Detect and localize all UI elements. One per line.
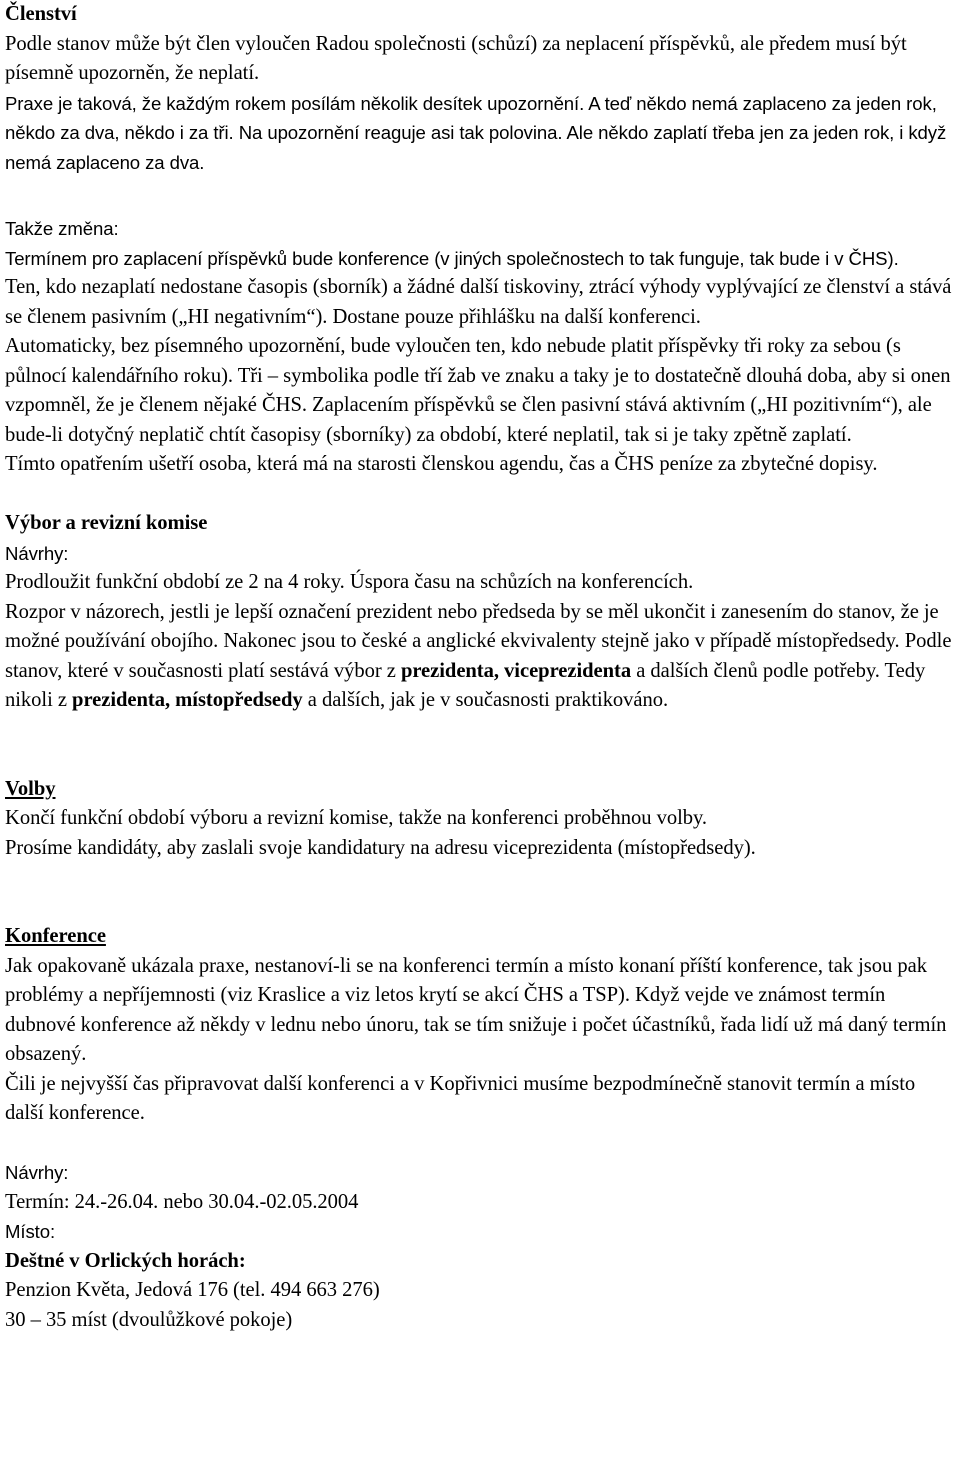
label-misto: Místo: bbox=[5, 1221, 56, 1242]
paragraph: Končí funkční období výboru a revizní komise, takže na konferenci proběhnou volby. bbox=[5, 807, 707, 829]
spacer bbox=[5, 177, 956, 214]
spacer bbox=[5, 716, 956, 775]
spacer bbox=[5, 1129, 956, 1159]
section-title-clenstvi: Členství bbox=[5, 3, 77, 25]
section-title-volby: Volby bbox=[5, 777, 56, 800]
paragraph: Rozpor v názorech, jestli je lepší označení prezident nebo předseda by se měl ukončit i zanesením do stanov, že je možné používání obojího. Nakonec jsou to české a anglické ekvivalenty stejně jako v případě místopředsedy. Podle stanov, které v současnosti platí sestává výbor z prezidenta, viceprezidenta a dalších členů podle potřeby. Tedy nikoli z prezidenta, místopředsedy a dalších, jak je v současnosti praktikováno. bbox=[5, 600, 952, 711]
place-name: Deštné v Orlických horách: bbox=[5, 1249, 246, 1272]
termin-line: Termín: 24.-26.04. nebo 30.04.-02.05.2004 bbox=[5, 1190, 359, 1213]
paragraph: Tímto opatřením ušetří osoba, která má na starosti členskou agendu, čas a ČHS peníze za zbytečné dopisy. bbox=[5, 453, 878, 475]
label-navrhy: Návrhy: bbox=[5, 542, 69, 564]
section-title-vybor: Výbor a revizní komise bbox=[5, 512, 208, 534]
paragraph: Prodloužit funkční období ze 2 na 4 roky. Úspora času na schůzích na konferencích. bbox=[5, 571, 694, 593]
paragraph: Podle stanov může být člen vyloučen Radou společnosti (schůzí) za neplacení příspěvků, ale předem musí být písemně upozorněn, že neplatí. bbox=[5, 32, 907, 84]
spacer bbox=[5, 863, 956, 922]
paragraph: Praxe je taková, že každým rokem posílám několik desítek upozornění. A teď někdo nemá zaplaceno za jeden rok, někdo za dva, někdo i za tři. Na upozornění reaguje asi tak polovina. Ale někdo zaplatí třeba jen za jeden rok, i když nemá zaplaceno za dva. bbox=[5, 92, 947, 173]
spacer bbox=[5, 480, 956, 510]
paragraph: Prosíme kandidáty, aby zaslali svoje kandidatury na adresu viceprezidenta (místopředsedy). bbox=[5, 836, 756, 859]
paragraph: Čili je nejvyšší čas připravovat další konferenci a v Kopřivnici musíme bezpodmínečně stanovit termín a místo další konference. bbox=[5, 1072, 916, 1124]
capacity-line: 30 – 35 míst (dvoulůžkové pokoje) bbox=[5, 1308, 293, 1331]
section-title-konference: Konference bbox=[5, 925, 106, 947]
penzion-line: Penzion Květa, Jedová 176 (tel. 494 663 276) bbox=[5, 1279, 380, 1301]
paragraph: Automaticky, bez písemného upozornění, bude vyloučen ten, kdo nebude platit příspěvky tři roky za sebou (s půlnocí kalendářního roku). Tři – symbolika podle tří žab ve znaku a taky je to dostatečně dlouhá doba, aby si onen vzpomněl, že je členem nějaké ČHS. Zaplacením příspěvků se člen pasivní stává aktivním („HI pozitivním“), ale bude-li dotyčný neplatič chtít časopisy (sborníky) za období, které neplatil, tak si je taky zpětně zaplatí. bbox=[5, 335, 951, 446]
bold-text: prezidenta, místopředsedy bbox=[72, 689, 303, 711]
paragraph: Jak opakovaně ukázala praxe, nestanoví-li se na konferenci termín a místo konaní příští konference, tak jsou pak problémy a nepříjemnosti (viz Kraslice a viz letos krytí se akcí ČHS a TSP). Když vejde ve známost termín dubnové konference až někdy v lednu nebo únoru, tak se tím snižuje i počet účastníků, řada lidí už má daný termín obsazený. bbox=[5, 954, 947, 1065]
label-takze-zmena: Takže změna: bbox=[5, 218, 119, 239]
paragraph: Ten, kdo nezaplatí nedostane časopis (sborník) a žádné další tiskoviny, ztrácí výhody vyplývající ze členství a stává se členem pasivním („HI negativním“). Dostane pouze přihlášku na další konferenci. bbox=[5, 276, 952, 328]
paragraph: Termínem pro zaplacení příspěvků bude konference (v jiných společnostech to tak funguje, tak bude i v ČHS). bbox=[5, 247, 899, 269]
bold-text: prezidenta, viceprezidenta bbox=[400, 659, 632, 682]
label-navrhy: Návrhy: bbox=[5, 1162, 69, 1183]
